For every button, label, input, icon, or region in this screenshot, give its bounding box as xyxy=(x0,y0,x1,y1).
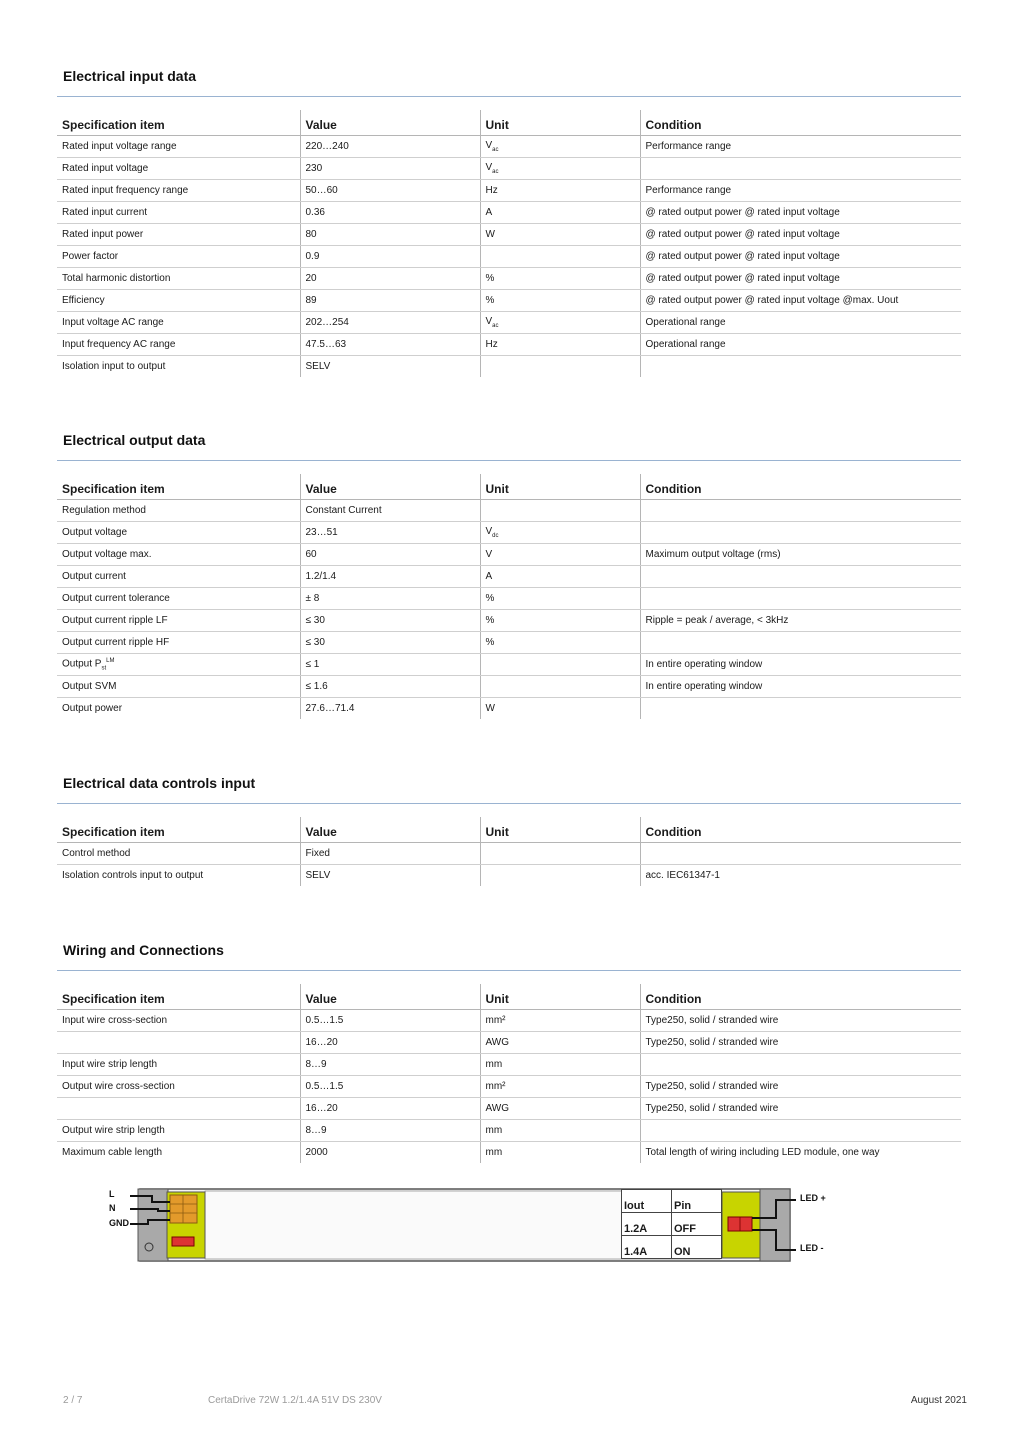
cell-value: 16…20 xyxy=(300,1098,480,1120)
table-header-row xyxy=(57,817,961,843)
cell-condition: Type250, solid / stranded wire xyxy=(640,1032,961,1054)
cell-value: 202…254 xyxy=(300,312,480,334)
cell-unit: AWG xyxy=(480,1032,640,1054)
column-header-condition: Condition xyxy=(640,984,961,1010)
cell-condition xyxy=(640,632,961,654)
label-l: L xyxy=(109,1189,115,1199)
cell-condition: Performance range xyxy=(640,180,961,202)
table-row xyxy=(57,290,961,312)
table-row xyxy=(57,356,961,378)
column-header-value: Value xyxy=(300,817,480,843)
cell-unit: mm² xyxy=(480,1010,640,1032)
cell-condition xyxy=(640,1054,961,1076)
cell-condition xyxy=(640,843,961,865)
cell-value: 0.5…1.5 xyxy=(300,1076,480,1098)
mini-header-iout: Iout xyxy=(622,1190,672,1213)
column-header-unit: Unit xyxy=(480,817,640,843)
cell-value: 27.6…71.4 xyxy=(300,698,480,720)
table-row xyxy=(57,246,961,268)
driver-housing-drawing xyxy=(0,1180,1018,1280)
cell-value: ≤ 1.6 xyxy=(300,676,480,698)
cell-value: 16…20 xyxy=(300,1032,480,1054)
cell-condition: Type250, solid / stranded wire xyxy=(640,1076,961,1098)
cell-item: Output SVM xyxy=(57,676,300,698)
table-row xyxy=(57,224,961,246)
cell-item: Input voltage AC range xyxy=(57,312,300,334)
column-header-item: Specification item xyxy=(57,474,300,500)
cell-unit: A xyxy=(480,566,640,588)
column-header-condition: Condition xyxy=(640,110,961,136)
cell-unit: % xyxy=(480,632,640,654)
cell-item: Rated input frequency range xyxy=(57,180,300,202)
cell-value: 23…51 xyxy=(300,522,480,544)
table-row xyxy=(57,334,961,356)
table-row xyxy=(57,180,961,202)
table-header-row xyxy=(57,110,961,136)
column-header-item: Specification item xyxy=(57,110,300,136)
cell-value: 47.5…63 xyxy=(300,334,480,356)
table-header-row xyxy=(57,474,961,500)
cell-condition xyxy=(640,500,961,522)
wiring-spec-table xyxy=(57,984,961,1163)
table-row xyxy=(57,500,961,522)
table-row xyxy=(57,1142,961,1164)
section-title-input: Electrical input data xyxy=(63,68,197,84)
switch-pin xyxy=(172,1237,194,1246)
column-header-value: Value xyxy=(300,110,480,136)
cell-unit: Hz xyxy=(480,334,640,356)
current-setting-table xyxy=(621,1189,722,1259)
cell-value: ≤ 1 xyxy=(300,654,480,676)
cell-unit: % xyxy=(480,610,640,632)
column-header-unit: Unit xyxy=(480,110,640,136)
section-rule xyxy=(57,970,961,971)
cell-value: ≤ 30 xyxy=(300,632,480,654)
cell-item: Input wire cross-section xyxy=(57,1010,300,1032)
cell-condition: Maximum output voltage (rms) xyxy=(640,544,961,566)
cell-value: 60 xyxy=(300,544,480,566)
cell-value: 2000 xyxy=(300,1142,480,1164)
cell-value: 230 xyxy=(300,158,480,180)
table-row xyxy=(57,1054,961,1076)
cell-unit: $V_{ac}$ xyxy=(480,136,640,158)
table-row xyxy=(57,632,961,654)
mini-header-pin: Pin xyxy=(672,1190,722,1213)
table-row xyxy=(57,610,961,632)
table-row xyxy=(57,865,961,887)
cell-unit: mm xyxy=(480,1142,640,1164)
cell-condition: @ rated output power @ rated input voltage xyxy=(640,268,961,290)
cell-item: Output voltage xyxy=(57,522,300,544)
table-row xyxy=(57,1076,961,1098)
cell-item: Input frequency AC range xyxy=(57,334,300,356)
table-row xyxy=(57,1120,961,1142)
cell-item: Isolation input to output xyxy=(62,361,166,372)
column-header-value: Value xyxy=(300,474,480,500)
column-header-condition: Condition xyxy=(640,474,961,500)
footer-page-number: 2 / 7 xyxy=(63,1395,83,1406)
table-row xyxy=(57,158,961,180)
cell-item: Output current tolerance xyxy=(57,588,300,610)
table-row xyxy=(57,1098,961,1120)
table-row xyxy=(57,522,961,544)
table-row xyxy=(57,312,961,334)
cell-value: ≤ 30 xyxy=(300,610,480,632)
cell-item: Maximum cable length xyxy=(62,1147,163,1158)
table-row xyxy=(57,566,961,588)
cell-condition: @ rated output power @ rated input voltage xyxy=(640,224,961,246)
table-row xyxy=(57,843,961,865)
output-spec-table xyxy=(57,474,961,719)
table-row xyxy=(57,676,961,698)
column-header-item: Specification item xyxy=(57,984,300,1010)
cell-item: Output voltage max. xyxy=(57,544,300,566)
cell-condition: In entire operating window xyxy=(640,654,961,676)
cell-value: SELV xyxy=(300,356,480,378)
cell-unit: % xyxy=(480,588,640,610)
cell-unit: $V_{ac}$ xyxy=(480,312,640,334)
cell-unit: mm xyxy=(480,1054,640,1076)
cell-item: Total harmonic distortion xyxy=(57,268,300,290)
table-row xyxy=(57,202,961,224)
cell-item: Input wire strip length xyxy=(57,1054,300,1076)
table-row xyxy=(57,1032,961,1054)
cell-item: Output current ripple HF xyxy=(57,632,300,654)
column-header-value: Value xyxy=(300,984,480,1010)
cell-unit xyxy=(480,654,640,676)
cell-unit: W xyxy=(480,224,640,246)
cell-unit: mm² xyxy=(480,1076,640,1098)
label-led-minus: LED - xyxy=(800,1243,824,1253)
cell-unit: $V_{dc}$ xyxy=(480,522,640,544)
cell-item: Rated input current xyxy=(57,202,300,224)
cell-value: 220…240 xyxy=(300,136,480,158)
cell-value: 20 xyxy=(300,268,480,290)
cell-unit xyxy=(480,500,640,522)
footer-date: August 2021 xyxy=(910,1395,967,1406)
section-title-wiring: Wiring and Connections xyxy=(63,942,224,958)
cell-condition xyxy=(640,356,961,378)
cell-item: Output wire cross-section xyxy=(57,1076,300,1098)
cell-condition xyxy=(640,588,961,610)
table-row xyxy=(57,654,961,676)
controls-spec-table xyxy=(57,817,961,886)
section-rule xyxy=(57,460,961,461)
label-n: N xyxy=(109,1203,116,1213)
cell-item: Regulation method xyxy=(57,500,300,522)
section-rule xyxy=(57,96,961,97)
cell-condition: acc. IEC61347-1 xyxy=(640,865,961,887)
table-row xyxy=(57,544,961,566)
cell-item: Control method xyxy=(57,843,300,865)
column-header-unit: Unit xyxy=(480,984,640,1010)
cell-value: 8…9 xyxy=(300,1054,480,1076)
cell-item: Output current ripple LF xyxy=(57,610,300,632)
cell-condition xyxy=(640,566,961,588)
cell-condition xyxy=(640,698,961,720)
cell-condition: Operational range xyxy=(640,312,961,334)
mini-cell: 1.2A xyxy=(622,1213,672,1236)
label-gnd: GND xyxy=(109,1218,129,1228)
cell-unit: % xyxy=(480,290,640,312)
mini-cell: 1.4A xyxy=(622,1236,672,1259)
table-row xyxy=(57,698,961,720)
cell-unit: $V_{ac}$ xyxy=(480,158,640,180)
cell-item xyxy=(57,1098,300,1120)
cell-condition: Ripple = peak / average, < 3kHz xyxy=(640,610,961,632)
cell-condition: @ rated output power @ rated input voltage xyxy=(640,246,961,268)
cell-unit: Hz xyxy=(480,180,640,202)
cell-condition xyxy=(640,1120,961,1142)
table-row xyxy=(57,268,961,290)
cell-condition: Performance range xyxy=(640,136,961,158)
column-header-unit: Unit xyxy=(480,474,640,500)
input-spec-table xyxy=(57,110,961,377)
mini-cell: ON xyxy=(672,1236,722,1259)
cell-value: 89 xyxy=(300,290,480,312)
cell-condition: Type250, solid / stranded wire xyxy=(640,1010,961,1032)
label-led-plus: LED + xyxy=(800,1193,826,1203)
cell-item: Output wire strip length xyxy=(57,1120,300,1142)
cell-unit xyxy=(480,676,640,698)
footer-product-name: CertaDrive 72W 1.2/1.4A 51V DS 230V xyxy=(208,1395,382,1406)
cell-item: Efficiency xyxy=(57,290,300,312)
cell-item xyxy=(57,1032,300,1054)
cell-unit xyxy=(480,843,640,865)
cell-condition xyxy=(640,158,961,180)
cell-value: SELV xyxy=(300,865,480,887)
cell-value: 50…60 xyxy=(300,180,480,202)
table-row xyxy=(57,1010,961,1032)
mini-cell: OFF xyxy=(672,1213,722,1236)
cell-unit: % xyxy=(480,268,640,290)
cell-item: Output power xyxy=(62,703,123,714)
cell-item: Rated input power xyxy=(57,224,300,246)
cell-unit: W xyxy=(480,698,640,720)
table-header-row xyxy=(57,984,961,1010)
cell-item: Power factor xyxy=(57,246,300,268)
cell-condition: In entire operating window xyxy=(640,676,961,698)
cell-value: ± 8 xyxy=(300,588,480,610)
cell-unit xyxy=(480,865,640,887)
cell-value: Fixed xyxy=(300,843,480,865)
cell-condition: @ rated output power @ rated input voltage @max. Uout xyxy=(640,290,961,312)
cell-unit xyxy=(480,246,640,268)
section-rule xyxy=(57,803,961,804)
cell-value: 1.2/1.4 xyxy=(300,566,480,588)
cell-value: 8…9 xyxy=(300,1120,480,1142)
cell-item: Rated input voltage xyxy=(57,158,300,180)
cell-value: 80 xyxy=(300,224,480,246)
column-header-item: Specification item xyxy=(57,817,300,843)
cell-unit: A xyxy=(480,202,640,224)
cell-item: Output $P_{st}^{LM}$ xyxy=(57,654,300,676)
cell-value: 0.36 xyxy=(300,202,480,224)
table-row xyxy=(57,136,961,158)
cell-unit: AWG xyxy=(480,1098,640,1120)
input-terminal-cells xyxy=(170,1195,197,1223)
table-row xyxy=(57,588,961,610)
cell-item: Rated input voltage range xyxy=(57,136,300,158)
cell-condition: Operational range xyxy=(640,334,961,356)
section-title-output: Electrical output data xyxy=(63,432,206,448)
cell-condition: Total length of wiring including LED module, one way xyxy=(640,1142,961,1164)
cell-condition: Type250, solid / stranded wire xyxy=(640,1098,961,1120)
cell-unit: mm xyxy=(480,1120,640,1142)
column-header-condition: Condition xyxy=(640,817,961,843)
cell-item: Isolation controls input to output xyxy=(62,870,204,881)
cell-condition: @ rated output power @ rated input voltage xyxy=(640,202,961,224)
cell-value: Constant Current xyxy=(300,500,480,522)
section-title-controls: Electrical data controls input xyxy=(63,775,256,791)
cell-unit: V xyxy=(480,544,640,566)
cell-value: 0.5…1.5 xyxy=(300,1010,480,1032)
cell-item: Output current xyxy=(57,566,300,588)
cell-unit xyxy=(480,356,640,378)
cell-value: 0.9 xyxy=(300,246,480,268)
cell-condition xyxy=(640,522,961,544)
